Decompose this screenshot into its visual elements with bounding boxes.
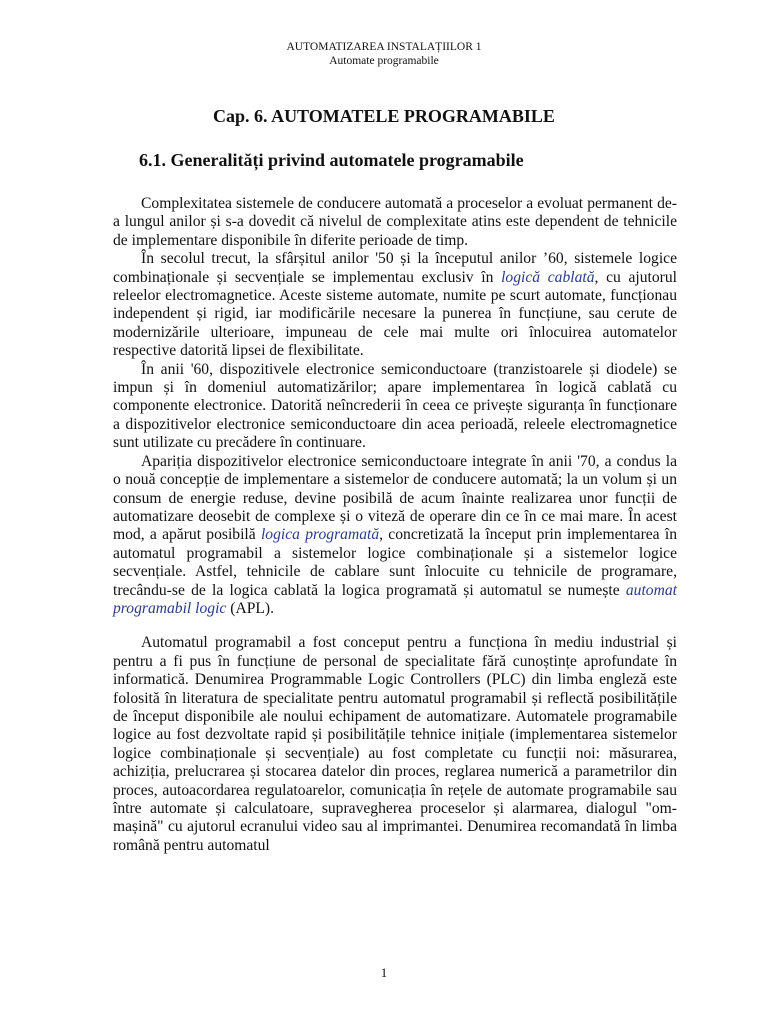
term-programmed-logic: logica programată [260,526,380,544]
body-text [113,195,677,855]
header-subtitle: Automate programabile [329,55,439,67]
paragraph-4 [113,453,677,619]
section-title: 6.1. Generalități privind automatele programabile [139,150,524,170]
paragraph-4-part-c: (APL). [226,599,275,617]
paragraph-2 [113,250,677,360]
header-course-title: AUTOMATIZAREA INSTALAȚIILOR 1 [286,41,482,53]
paragraph-2-part-a: În secolul trecut, la sfârșitul anilor '50 și la începutul anilor ’60, sistemele logice combinaționale și secvențiale se implementau exclusiv în [113,250,677,286]
paragraph-5: Automatul programabil a fost conceput pentru a funcționa în mediu industrial și pentru a fi pus în funcțiune de personal de specialitate fără cunoștințe aprofundate în informatică. Denumirea Programmable Logic Controllers (PLC) din limba engleză este folosită în literatura de specialitate pentru automatul programabil și reflectă posibilitățile de început disponibile ale noului echipament de automatizare. Automatele programabile logice au fost dezvoltate rapid și posibilitățile tehnice inițiale (implementarea sistemelor logice combinaționale și secvențiale) au fost completate cu funcții noi: măsurarea, achiziția, prelucrarea și stocarea datelor din proces, reglarea numerică a parametrilor din proces, autoacordarea regulatoarelor, comunicația în rețele de automate programabile sau între automate și calculatoare, supravegherea proceselor și alarmarea, dialogul "om-mașină" cu ajutorul ecranului video sau al imprimantei. Denumirea recomandată în limba română pentru automatul [113,634,677,854]
paragraph-4-part-b: , concretizată la început prin implementarea în automatul programabil a sistemelor logice combinaționale și a sistemelor logice secvențiale. Astfel, tehnicile de cablare sunt înlocuite cu tehnicile de programare, trecându-se de la logica cablată la logica programată și automatul se numește [113,526,677,599]
term-logic-programmable-automaton: automat programabil logic [113,581,677,617]
term-hardwired-logic: logică cablată [501,268,595,286]
paragraph-1: Complexitatea sistemele de conducere automată a proceselor a evoluat permanent de-a lungul anilor și s-a dovedit că nivelul de complexitate atins este dependent de tehnicile de implementare disponibile în diferite perioade de timp. [113,195,677,249]
page-number: 1 [380,965,388,980]
running-header [0,40,768,68]
paragraph-4-part-a: Apariția dispozitivelor electronice semiconductoare integrate în anii '70, a condus la o nouă concepție de implementare a sistemelor de conducere automată; la un volum și un consum de energie reduse, devine posibilă de acum înainte realizarea unor funcții de automatizare deosebit de complexe și o viteză de operare din ce în ce mai mare. În acest mod, a apărut posibilă [113,452,677,544]
paragraph-2-part-b: , cu ajutorul releelor electromagnetice. Aceste sisteme automate, numite pe scurt automate, funcționau independent și rigid, iar modificările necesare la punerea în funcțiune, sau cerute de modernizările ulterioare, impuneau de cele mai multe ori înlocuirea automatelor respective datorită lipsei de flexibilitate. [113,268,677,360]
paragraph-3: În anii '60, dispozitivele electronice semiconductoare (tranzistoarele și diodele) se impun și în domeniul automatizărilor; apare implementarea în logică cablată cu componente electronice. Datorită neîncrederii în ceea ce privește siguranța în funcționare a dispozitivelor electronice semiconductoare din acea perioadă, releele electromagnetice sunt utilizate cu precădere în continuare. [113,360,677,452]
chapter-title: Cap. 6. AUTOMATELE PROGRAMABILE [213,106,555,126]
